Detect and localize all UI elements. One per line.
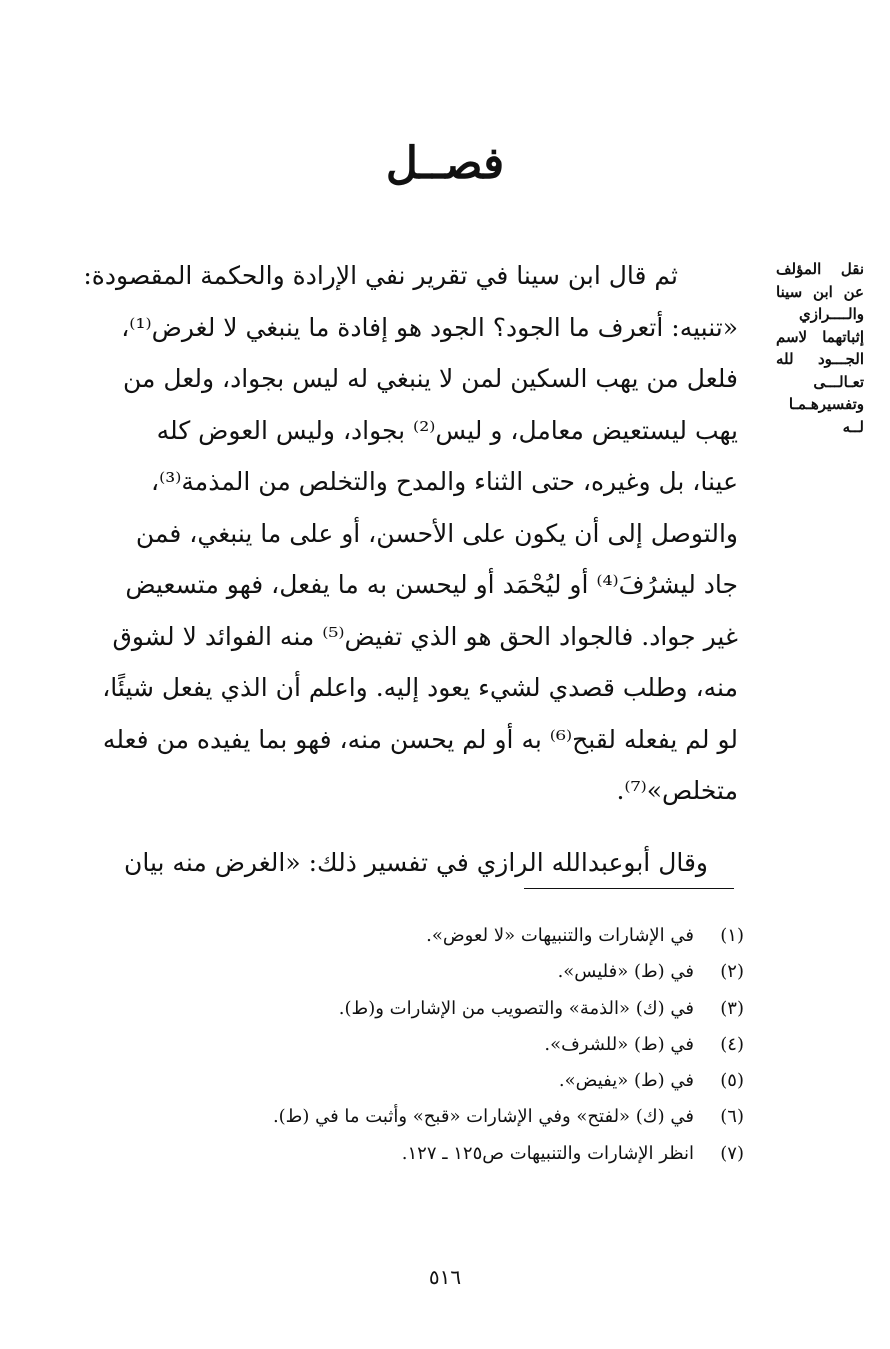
margin-note-line: تعـالـــى (813, 372, 864, 391)
footnote-text: في (ط) «فليس». (557, 961, 694, 983)
margin-note-line: وتفسيرهـمـا (788, 395, 864, 413)
body-line: منه، وطلب قصدي لشيء يعود إليه. واعلم أن الذي يفعل شيئًا، (102, 673, 738, 702)
margin-note-line: الجـــود لله (776, 350, 864, 368)
body-text (58, 250, 738, 888)
footnote-number: (٧) (720, 1142, 744, 1164)
margin-note-line: إثباتهما لاسم (776, 327, 864, 346)
footnote-text: في (ط) «للشرف». (544, 1033, 694, 1055)
footnote-text: في الإشارات والتنبيهات «لا لعوض». (426, 925, 694, 946)
footnote-number: (٣) (720, 997, 744, 1019)
margin-note-line: نقل المؤلف (776, 260, 864, 278)
footnote (54, 1027, 744, 1063)
body-line: يهب ليستعيض معامل، و ليس⁽²⁾ بجواد، وليس العوض كله (156, 415, 738, 445)
footnote (54, 918, 744, 954)
footnote-separator (524, 888, 734, 889)
body-line: والتوصل إلى أن يكون على الأحسن، أو على ما ينبغي، فمن (135, 518, 738, 548)
body-line: عينا، بل وغيره، حتى الثناء والمدح والتخلص من المذمة⁽³⁾، (151, 467, 738, 496)
footnote (54, 1136, 744, 1172)
footnote-number: (٤) (720, 1033, 744, 1055)
body-line: لو لم يفعله لقبح⁽⁶⁾ به أو لم يحسن منه، فهو بما يفيده من فعله (102, 724, 738, 754)
body-line: «تنبيه: أتعرف ما الجود؟ الجود هو إفادة ما ينبغي لا لغرض⁽¹⁾، (121, 312, 738, 342)
body-line: جاد ليشرُفَ⁽⁴⁾ أو ليُحْمَد أو ليحسن به ما يفعل، فهو متسعيض (125, 570, 738, 599)
body-line: فلعل من يهب السكين لمن لا ينبغي له ليس بجواد، ولعل من (123, 364, 738, 393)
footnote-number: (٦) (720, 1106, 744, 1128)
body-line: متخلص»⁽⁷⁾. (616, 776, 738, 805)
margin-note-line: عن ابن سينا (776, 282, 864, 301)
footnote (54, 1099, 744, 1135)
footnote-number: (٥) (720, 1070, 744, 1092)
footnote-text: في (ك) «الذمة» والتصويب من الإشارات و(ط). (338, 997, 694, 1019)
footnote-number: (٢) (720, 961, 744, 983)
margin-note-line: والــــرازي (799, 305, 864, 323)
footnotes (54, 918, 744, 1172)
page-number: ٥١٦ (428, 1265, 462, 1289)
footnote-text: في (ط) «يفيض». (558, 1070, 694, 1092)
footnote-number: (١) (720, 925, 744, 946)
section-title: فصــل (385, 138, 505, 189)
margin-note (776, 258, 864, 438)
footnote-text: انظر الإشارات والتنبيهات ص١٢٥ ـ ١٢٧. (401, 1142, 694, 1164)
footnote-text: في (ك) «لفتح» وفي الإشارات «قبح» وأثبت ما في (ط). (272, 1106, 694, 1128)
footnote (54, 991, 744, 1027)
footnote (54, 954, 744, 990)
margin-note-line: لــه (842, 417, 864, 436)
body-line: غير جواد. فالجواد الحق هو الذي تفيض⁽⁵⁾ منه الفوائد لا لشوق (112, 621, 738, 651)
footnote (54, 1063, 744, 1099)
body-line: وقال أبوعبدالله الرازي في تفسير ذلك: «الغرض منه بيان (124, 847, 708, 877)
body-line: ثم قال ابن سينا في تقرير نفي الإرادة والحكمة المقصودة: (83, 261, 678, 290)
